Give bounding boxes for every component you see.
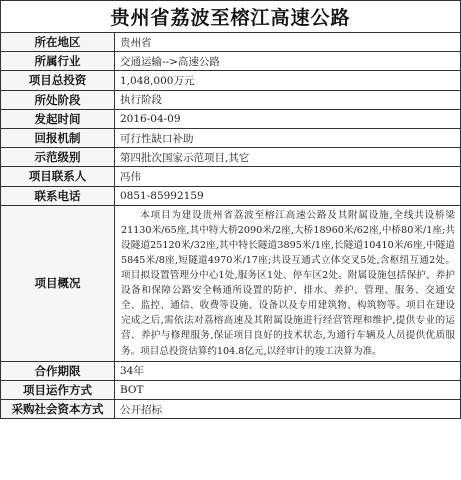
- row-label-procurement-method: 采购社会资本方式: [1, 400, 115, 419]
- table-row: [1, 128, 461, 147]
- table-row: [1, 33, 461, 52]
- table-row: [1, 400, 461, 419]
- table-row: [1, 167, 461, 186]
- table-row: [1, 90, 461, 109]
- table-row: [1, 361, 461, 380]
- row-label-region: 所在地区: [1, 33, 115, 52]
- row-value-overview: 本项目为建设贵州省荔波至榕江高速公路及其附属设施,全线共设桥梁21130米/65座,其中特大桥2090米/2座,大桥18960米/62座,中桥80米/1座;共设隧道25120米/32座,其中特长隧道3895米/1座,长隧道10410米/6座,中隧道5845米/8座,短隧道4970米/17座;共设互通式立体交叉5处,含枢纽互通2处。项目拟设置管理分中心1处,服务区1处、停车区2处。附属设施包括保护、养护设备和保障公路安全畅通所设置的防护、排水、养护、管理、服务、交通安全、监控、通信、收费等设施、设备以及专用建筑物、构筑物等。项目在建设完成之后,需依法对荔榕高速及其附属设施进行经营管理和维护,提供专业的运营、养护与修理服务,保证项目良好的技术状态,为通行车辆及人员提供优质服务。项目总投资估算约104.8亿元,以经审计的竣工决算为准。: [115, 205, 461, 361]
- row-value-industry: 交通运输-->高速公路: [115, 52, 461, 71]
- row-label-stage: 所处阶段: [1, 90, 115, 109]
- table-row-overview: [1, 205, 461, 361]
- row-label-demo-level: 示范级别: [1, 148, 115, 167]
- row-label-industry: 所属行业: [1, 52, 115, 71]
- row-value-contact-phone: 0851-85992159: [115, 186, 461, 205]
- page-title: 贵州省荔波至榕江高速公路: [0, 0, 461, 32]
- row-value-contact-person: 冯伟: [115, 167, 461, 186]
- table-row: [1, 71, 461, 90]
- table-row: [1, 52, 461, 71]
- row-value-launch-date: 2016-04-09: [115, 109, 461, 128]
- row-label-contact-person: 项目联系人: [1, 167, 115, 186]
- row-label-operation-mode: 项目运作方式: [1, 380, 115, 399]
- row-value-return-mechanism: 可行性缺口补助: [115, 128, 461, 147]
- row-label-return-mechanism: 回报机制: [1, 128, 115, 147]
- row-value-procurement-method: 公开招标: [115, 400, 461, 419]
- table-row: [1, 148, 461, 167]
- row-value-demo-level: 第四批次国家示范项目,其它: [115, 148, 461, 167]
- table-row: [1, 109, 461, 128]
- row-label-overview: 项目概况: [1, 205, 115, 361]
- row-value-region: 贵州省: [115, 33, 461, 52]
- row-value-operation-mode: BOT: [115, 380, 461, 399]
- table-row: [1, 186, 461, 205]
- row-label-launch-date: 发起时间: [1, 109, 115, 128]
- table-row: [1, 380, 461, 399]
- row-label-total-investment: 项目总投资: [1, 71, 115, 90]
- row-value-stage: 执行阶段: [115, 90, 461, 109]
- row-label-contact-phone: 联系电话: [1, 186, 115, 205]
- row-label-cooperation-period: 合作期限: [1, 361, 115, 380]
- project-info-table: [0, 32, 461, 419]
- row-value-cooperation-period: 34年: [115, 361, 461, 380]
- row-value-total-investment: 1,048,000万元: [115, 71, 461, 90]
